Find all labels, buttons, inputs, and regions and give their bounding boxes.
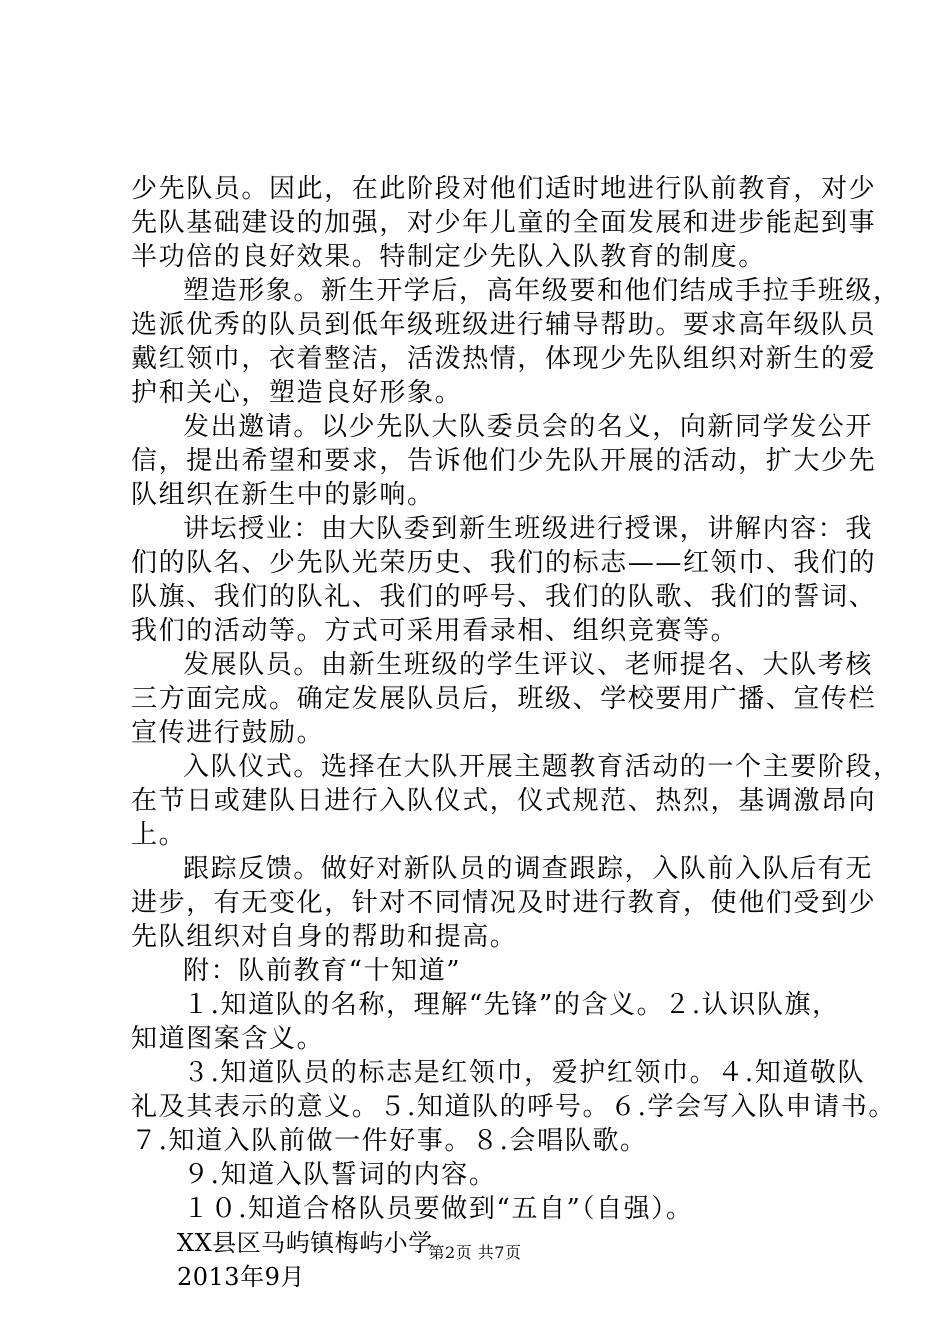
text-line: 护和关心，塑造良好形象。 [131, 378, 463, 408]
paragraph-start-line: 讲坛授业：由大队委到新生班级进行授课，讲解内容：我 [183, 514, 874, 544]
text-line: 队旗、我们的队礼、我们的呼号、我们的队歌、我们的誓词、 [131, 582, 877, 612]
text-line: 信，提出希望和要求，告诉他们少先队开展的活动，扩大少先 [131, 446, 877, 476]
document-body [131, 172, 901, 1294]
text-line: 选派优秀的队员到低年级班级进行辅导帮助。要求高年级队员 [131, 310, 877, 340]
text-line: 知道图案含义。 [131, 1024, 325, 1054]
paragraph-start-line: 发出邀请。以少先队大队委员会的名义，向新同学发公开 [183, 412, 874, 442]
text-line: 我们的活动等。方式可采用看录相、组织竞赛等。 [131, 616, 739, 646]
page-footer: 第2页 共7页 [428, 1243, 522, 1262]
text-line: 先队基础建设的加强，对少年儿童的全面发展和进步能起到事 [131, 208, 877, 238]
paragraph-start-line: 跟踪反馈。做好对新队员的调查跟踪，入队前入队后有无 [183, 854, 874, 884]
text-line: 礼及其表示的意义。５.知道队的呼号。６.学会写入队申请书。 [131, 1092, 896, 1122]
list-item: ９.知道入队誓词的内容。 [183, 1160, 497, 1190]
list-item: １０.知道合格队员要做到“五自”（自强）。 [183, 1194, 694, 1224]
text-line: 上。 [131, 820, 187, 850]
paragraph-start-line: 塑造形象。新生开学后，高年级要和他们结成手拉手班级， [183, 276, 901, 306]
text-line: 三方面完成。确定发展队员后，班级、学校要用广播、宣传栏 [131, 684, 877, 714]
text-line: 戴红领巾，衣着整洁，活泼热情，体现少先队组织对新生的爱 [131, 344, 877, 374]
text-line: 少先队员。因此，在此阶段对他们适时地进行队前教育，对少 [131, 174, 877, 204]
text-line: 队组织在新生中的影响。 [131, 480, 435, 510]
paragraph-start-line: 发展队员。由新生班级的学生评议、老师提名、大队考核 [183, 650, 874, 680]
text-line: 进步，有无变化，针对不同情况及时进行教育，使他们受到少 [131, 888, 877, 918]
appendix-heading: 附：队前教育“十知道” [183, 956, 462, 986]
text-line: ７.知道入队前做一件好事。８.会唱队歌。 [131, 1126, 648, 1156]
paragraph-start-line: 入队仪式。选择在大队开展主题教育活动的一个主要阶段， [183, 752, 901, 782]
text-line: 们的队名、少先队光荣历史、我们的标志——红领巾、我们的 [131, 548, 877, 578]
signature-date: 2013年9月 [177, 1263, 305, 1291]
list-item: １.知道队的名称，理解“先锋”的含义。２.认识队旗， [183, 990, 840, 1020]
text-line: 先队组织对自身的帮助和提高。 [131, 922, 518, 952]
text-line: 宣传进行鼓励。 [131, 718, 325, 748]
school-signature: XX县区马屿镇梅屿小学 [177, 1229, 433, 1257]
text-line: 在节日或建队日进行入队仪式，仪式规范、热烈，基调激昂向 [131, 786, 877, 816]
list-item: ３.知道队员的标志是红领巾，爱护红领巾。４.知道敬队 [183, 1058, 866, 1088]
text-line: 半功倍的良好效果。特制定少先队入队教育的制度。 [131, 242, 766, 272]
